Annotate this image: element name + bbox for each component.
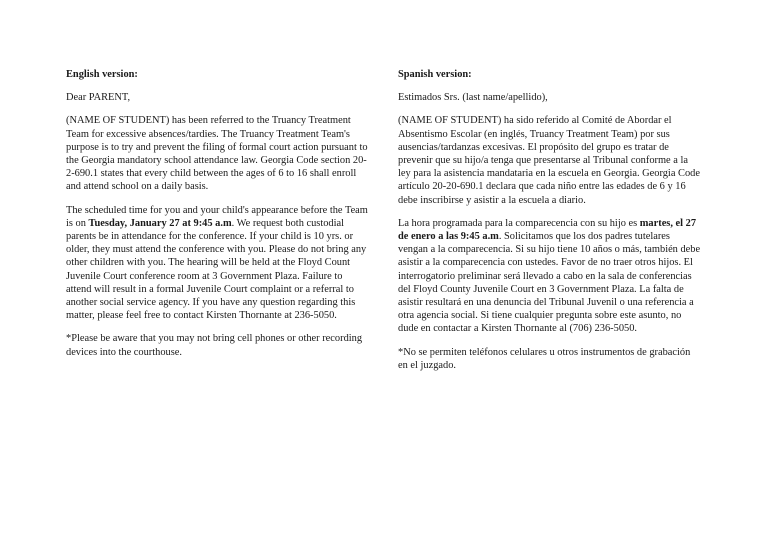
spanish-appointment-time: martes, el 27 de enero a las 9:45 a.m bbox=[398, 217, 697, 243]
english-note: *Please be aware that you may not bring cell phones or other recording devices into the courthouse. bbox=[66, 333, 363, 358]
english-column bbox=[66, 68, 368, 369]
english-paragraph-1: (NAME OF STUDENT) has been referred to the Truancy Treatment Team for excessive absences/tardies. The Truancy Treatment Team's purpose is to try and prevent the filing of formal court action pursuant to the Georgia mandatory school attendance law. Georgia Code section 20-2-690.1 states that every child between the ages of 6 to 16 shall enroll and attend school on a daily basis. bbox=[66, 115, 368, 193]
spanish-paragraph-2-rest: . Solicitamos que los dos padres tutelares vengan a la comparecencia. Si su hijo tiene 10 años o más, también debe asistir a la comparecencia con ustedes. Favor de no traer otros hijos. El interrogatorio preliminar será llevado a cabo en la sala de conferencias del Floyd County Juvenile Court en 3 Government Plaza. La falta de asistir resultará en una denuncia del Tribunal Juvenil o una referencia a otra agencia social. Si tiene cualquier pregunta sobre este asunto, no dude en contactar a Kirsten Thornante al (706) 236-5050. bbox=[398, 231, 701, 335]
english-paragraph-2 bbox=[66, 204, 368, 323]
english-heading: English version: bbox=[66, 69, 138, 80]
spanish-heading: Spanish version: bbox=[398, 69, 472, 80]
spanish-paragraph-2 bbox=[398, 217, 702, 336]
spanish-paragraph-2-start: La hora programada para la comparecencia con su hijo es bbox=[398, 217, 640, 229]
spanish-greeting: Estimados Srs. (last name/apellido), bbox=[398, 92, 548, 104]
english-appointment-time: Tuesday, January 27 at 9:45 a.m bbox=[88, 217, 232, 229]
spanish-note: *No se permiten teléfonos celulares u otros instrumentos de grabación en el juzgado. bbox=[398, 346, 691, 371]
english-paragraph-2-start: The scheduled time for you and your child's appearance before the Team is on bbox=[66, 204, 368, 229]
english-paragraph-2-rest: . We request both custodial parents be in attendance for the conference. If your child is 10 yrs. or older, they must attend the conference with you. Please do not bring any other children with you. The hearing will be held at the Floyd Count Juvenile Court conference room at 3 Government Plaza. Failure to attend will result in a formal Juvenile Court complaint or a referral to another social service agency. If you have any question regarding this matter, please feel free to contact Kirsten Thornante at 236-5050. bbox=[66, 217, 367, 322]
spanish-paragraph-1: (NAME OF STUDENT) ha sido referido al Comité de Abordar el Absentismo Escolar (en inglés, Truancy Treatment Team) por sus ausencias/tardanzas excesivas. El propósito del grupo es tratar de prevenir que su hijo/a tenga que presentarse al Tribunal conforme a la ley para la asistencia mandataria en la escuela en Georgia. Georgia Code artículo 20-20-690.1 declara que cada niño entre las edades de 6 y 16 debe inscribirse y asistir a la escuela a diario. bbox=[398, 115, 700, 206]
english-greeting: Dear PARENT, bbox=[66, 92, 131, 104]
spanish-column bbox=[398, 68, 702, 382]
